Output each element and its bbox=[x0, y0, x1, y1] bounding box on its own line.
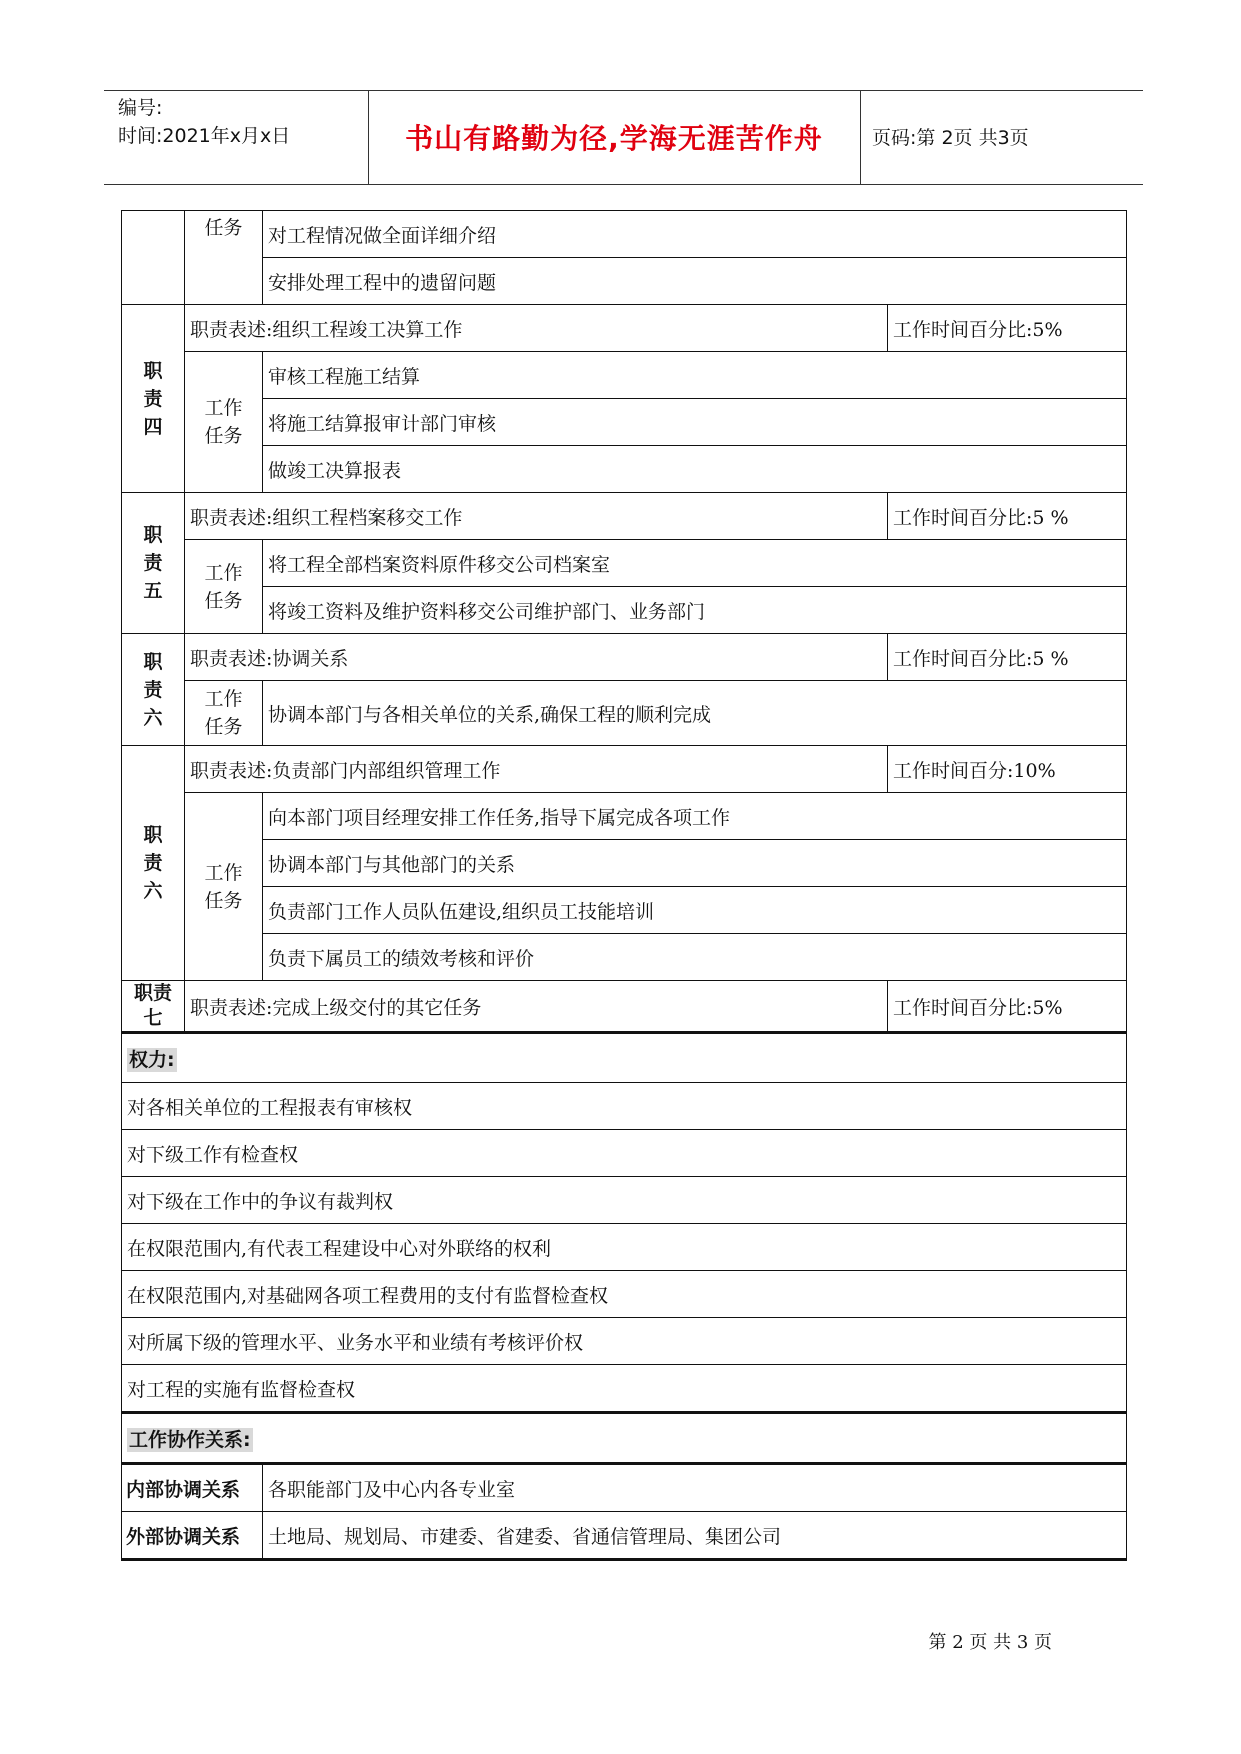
time-percent: 工作时间百分比:5 % bbox=[888, 634, 1127, 681]
header-page-label: 页码:第 2页 共3页 bbox=[872, 127, 1029, 149]
table-row bbox=[122, 681, 1127, 746]
section-header-row bbox=[122, 1033, 1127, 1083]
table-row bbox=[122, 1271, 1127, 1318]
table-row bbox=[122, 399, 1127, 446]
duty-description: 职责表述:组织工程竣工决算工作 bbox=[185, 305, 888, 352]
table-row bbox=[122, 446, 1127, 493]
table-row bbox=[122, 840, 1127, 887]
task-item: 负责下属员工的绩效考核和评价 bbox=[263, 934, 1127, 981]
duty-description: 职责表述:完成上级交付的其它任务 bbox=[185, 981, 888, 1033]
table-row bbox=[122, 1318, 1127, 1365]
task-item: 协调本部门与其他部门的关系 bbox=[263, 840, 1127, 887]
page-footer: 第 2 页 共 3 页 bbox=[928, 1632, 1052, 1653]
time-percent: 工作时间百分比:5% bbox=[888, 981, 1127, 1033]
external-relation-value: 土地局、规划局、市建委、省建委、省通信管理局、集团公司 bbox=[263, 1512, 1127, 1560]
relations-title-cell bbox=[122, 1413, 1127, 1464]
table-row bbox=[122, 352, 1127, 399]
duty-label: 职 责 六 bbox=[122, 746, 185, 981]
time-percent: 工作时间百分比:5 % bbox=[888, 493, 1127, 540]
task-item: 负责部门工作人员队伍建设,组织员工技能培训 bbox=[263, 887, 1127, 934]
table-row bbox=[122, 793, 1127, 840]
task-item: 将竣工资料及维护资料移交公司维护部门、业务部门 bbox=[263, 587, 1127, 634]
task-label: 工作 任务 bbox=[185, 352, 263, 493]
table-row bbox=[122, 887, 1127, 934]
duty-description: 职责表述:负责部门内部组织管理工作 bbox=[185, 746, 888, 793]
table-row bbox=[122, 1224, 1127, 1271]
powers-title: 权力: bbox=[129, 1048, 175, 1071]
power-item: 对下级在工作中的争议有裁判权 bbox=[122, 1177, 1127, 1224]
task-item: 将工程全部档案资料原件移交公司档案室 bbox=[263, 540, 1127, 587]
table-row bbox=[122, 634, 1127, 681]
time-percent: 工作时间百分比:5% bbox=[888, 305, 1127, 352]
duty-label-cell bbox=[122, 211, 185, 305]
time-label: 时间:2021年x月x日 bbox=[118, 125, 291, 147]
table-row bbox=[122, 934, 1127, 981]
table-row bbox=[122, 981, 1127, 1033]
table-row bbox=[122, 1365, 1127, 1413]
table-row bbox=[122, 1512, 1127, 1560]
power-item: 在权限范围内,对基础网各项工程费用的支付有监督检查权 bbox=[122, 1271, 1127, 1318]
table-row bbox=[122, 1130, 1127, 1177]
table-row bbox=[122, 1464, 1127, 1512]
header-meta bbox=[118, 94, 290, 150]
duty-label: 职 责 五 bbox=[122, 493, 185, 634]
time-percent: 工作时间百分:10% bbox=[888, 746, 1127, 793]
task-label: 工作 任务 bbox=[185, 681, 263, 746]
powers-title-cell bbox=[122, 1033, 1127, 1083]
table-row bbox=[122, 540, 1127, 587]
table-row bbox=[122, 746, 1127, 793]
external-relation-label: 外部协调关系 bbox=[122, 1512, 263, 1560]
task-label: 工作 任务 bbox=[185, 793, 263, 981]
internal-relation-value: 各职能部门及中心内各专业室 bbox=[263, 1464, 1127, 1512]
task-item: 协调本部门与各相关单位的关系,确保工程的顺利完成 bbox=[263, 681, 1127, 746]
duty-label: 职责 七 bbox=[122, 981, 185, 1033]
table-row bbox=[122, 587, 1127, 634]
power-item: 对所属下级的管理水平、业务水平和业绩有考核评价权 bbox=[122, 1318, 1127, 1365]
number-label: 编号: bbox=[118, 97, 163, 119]
table-row bbox=[122, 211, 1127, 258]
power-item: 对各相关单位的工程报表有审核权 bbox=[122, 1083, 1127, 1130]
task-item: 做竣工决算报表 bbox=[263, 446, 1127, 493]
task-item: 向本部门项目经理安排工作任务,指导下属完成各项工作 bbox=[263, 793, 1127, 840]
table-row bbox=[122, 1177, 1127, 1224]
duty-description: 职责表述:协调关系 bbox=[185, 634, 888, 681]
relations-title: 工作协作关系: bbox=[129, 1428, 251, 1451]
internal-relation-label: 内部协调关系 bbox=[122, 1464, 263, 1512]
table-row bbox=[122, 1083, 1127, 1130]
header-divider bbox=[860, 91, 861, 184]
power-item: 对工程的实施有监督检查权 bbox=[122, 1365, 1127, 1413]
task-item: 安排处理工程中的遗留问题 bbox=[263, 258, 1127, 305]
page-header bbox=[104, 90, 1143, 185]
power-item: 在权限范围内,有代表工程建设中心对外联络的权利 bbox=[122, 1224, 1127, 1271]
table-row bbox=[122, 258, 1127, 305]
task-item: 将施工结算报审计部门审核 bbox=[263, 399, 1127, 446]
duty-label: 职 责 四 bbox=[122, 305, 185, 493]
duty-label: 职 责 六 bbox=[122, 634, 185, 746]
header-divider bbox=[368, 91, 369, 184]
job-description-table bbox=[121, 210, 1127, 1561]
task-label: 工作 任务 bbox=[185, 540, 263, 634]
power-item: 对下级工作有检查权 bbox=[122, 1130, 1127, 1177]
task-label: 任务 bbox=[185, 211, 263, 305]
table-row bbox=[122, 493, 1127, 540]
header-motto: 书山有路勤为径,学海无涯苦作舟 bbox=[405, 122, 823, 155]
task-item: 审核工程施工结算 bbox=[263, 352, 1127, 399]
section-header-row bbox=[122, 1413, 1127, 1464]
table-row bbox=[122, 305, 1127, 352]
task-item: 对工程情况做全面详细介绍 bbox=[263, 211, 1127, 258]
duty-description: 职责表述:组织工程档案移交工作 bbox=[185, 493, 888, 540]
